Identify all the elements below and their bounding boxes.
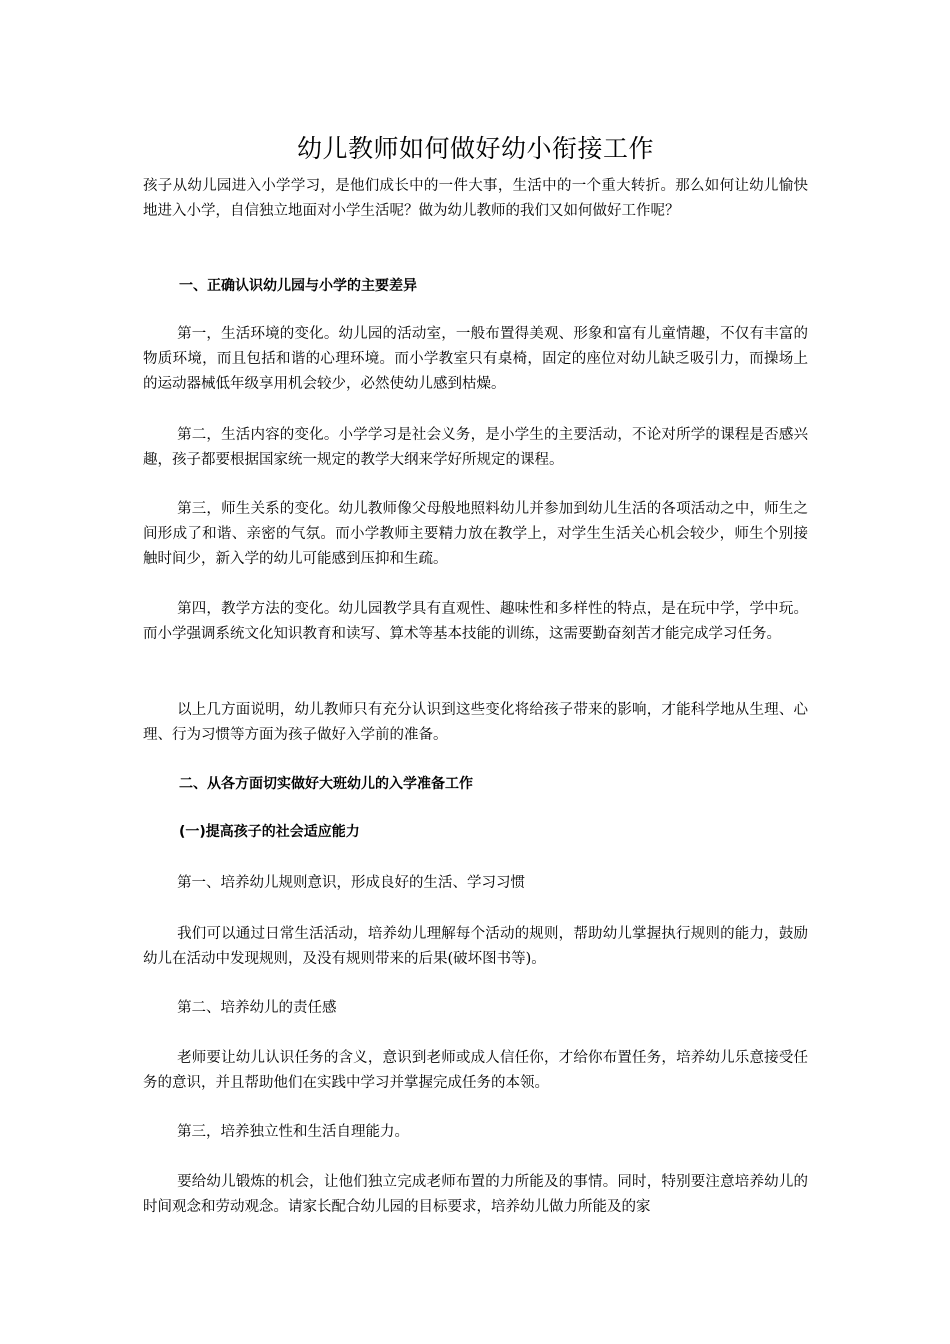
document-title: 幼儿教师如何做好幼小衔接工作: [296, 134, 654, 163]
section-heading-1: 一、正确认识幼儿园与小学的主要差异: [179, 278, 417, 294]
intro-paragraph: 孩子从幼儿园进入小学学习，是他们成长中的一件大事，生活中的一个重大转折。那么如何让幼儿愉快地进入小学，自信独立地面对小学生活呢？做为幼儿教师的我们又如何做好工作呢？: [143, 178, 808, 219]
paragraph-rules-awareness: 第一、培养幼儿规则意识，形成良好的生活、学习习惯: [177, 875, 526, 891]
paragraph-teacher-student: 第三，师生关系的变化。幼儿教师像父母般地照料幼儿并参加到幼儿生活的各项活动之中，师生之间形成了和谐、亲密的气氛。而小学教师主要精力放在教学上，对学生生活关心机会较少，师生个别接触时间少，新入学的幼儿可能感到压抑和生疏。: [143, 501, 808, 567]
paragraph-responsibility: 第二、培养幼儿的责任感: [177, 1000, 337, 1016]
paragraph-teaching-method: 第四，教学方法的变化。幼儿园教学具有直观性、趣味性和多样性的特点，是在玩中学，学中玩。而小学强调系统文化知识教育和读写、算术等基本技能的训练，这需要勤奋刻苦才能完成学习任务。: [143, 601, 808, 642]
subsection-heading-1: (一)提高孩子的社会适应能力: [179, 824, 360, 840]
paragraph-living-environment: 第一，生活环境的变化。幼儿园的活动室，一般布置得美观、形象和富有儿童情趣，不仅有丰富的物质环境，而且包括和谐的心理环境。而小学教室只有桌椅，固定的座位对幼儿缺乏吸引力，而操场上的运动器械低年级享用机会较少，必然使幼儿感到枯燥。: [143, 326, 808, 392]
paragraph-summary: 以上几方面说明，幼儿教师只有充分认识到这些变化将给孩子带来的影响，才能科学地从生理、心理、行为习惯等方面为孩子做好入学前的准备。: [143, 702, 808, 743]
paragraph-independence: 第三，培养独立性和生活自理能力。: [177, 1124, 410, 1140]
section-heading-2: 二、从各方面切实做好大班幼儿的入学准备工作: [179, 776, 473, 792]
paragraph-responsibility-detail: 老师要让幼儿认识任务的含义，意识到老师或成人信任你，才给你布置任务，培养幼儿乐意接受任务的意识，并且帮助他们在实践中学习并掌握完成任务的本领。: [143, 1050, 808, 1091]
paragraph-living-content: 第二，生活内容的变化。小学学习是社会义务，是小学生的主要活动，不论对所学的课程是否感兴趣，孩子都要根据国家统一规定的教学大纲来学好所规定的课程。: [143, 427, 808, 468]
paragraph-rules-detail: 我们可以通过日常生活活动，培养幼儿理解每个活动的规则，帮助幼儿掌握执行规则的能力，鼓励幼儿在活动中发现规则，及没有规则带来的后果(破坏图书等)。: [143, 926, 808, 967]
paragraph-independence-detail: 要给幼儿锻炼的机会，让他们独立完成老师布置的力所能及的事情。同时，特别要注意培养幼儿的时间观念和劳动观念。请家长配合幼儿园的目标要求，培养幼儿做力所能及的家: [143, 1174, 808, 1215]
